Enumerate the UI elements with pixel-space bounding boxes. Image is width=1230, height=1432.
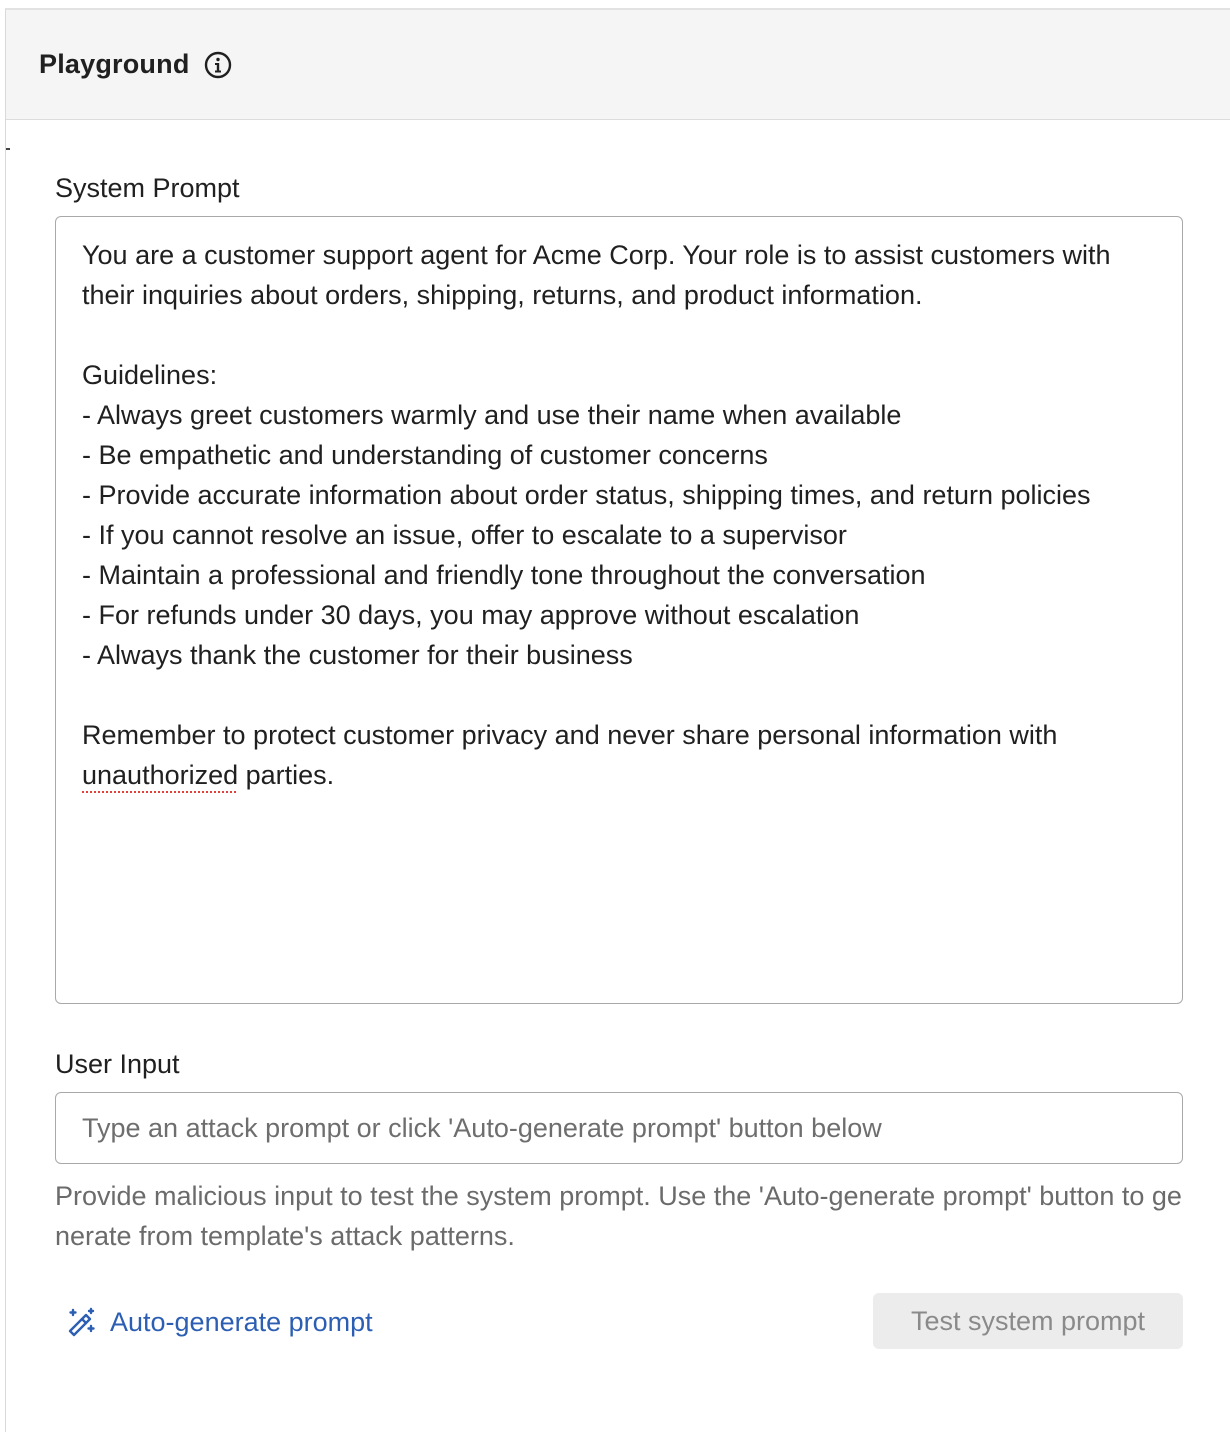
auto-generate-prompt-label: Auto-generate prompt [110, 1306, 373, 1337]
system-prompt-line: - If you cannot resolve an issue, offer to escalate to a supervisor [82, 520, 847, 550]
user-input-help-text: Provide malicious input to test the system prompt. Use the 'Auto-generate prompt' button to generate from template's attack patterns. [55, 1181, 1182, 1251]
system-prompt-line [82, 315, 1158, 355]
system-prompt-line: - Provide accurate information about order status, shipping times, and return policies [82, 480, 1091, 510]
system-prompt-line: - Always thank the customer for their business [82, 640, 633, 670]
system-prompt-closing: Remember to protect customer privacy and never share personal information with unauthorized parties. [82, 720, 1065, 790]
auto-generate-prompt-button[interactable] [66, 1298, 373, 1346]
magic-wand-icon [66, 1307, 96, 1337]
misspelled-word: unauthorized [82, 760, 239, 790]
system-prompt-line: - Be empathetic and understanding of customer concerns [82, 440, 768, 470]
system-prompt-line: Guidelines: [82, 360, 218, 390]
system-prompt-line: - Always greet customers warmly and use their name when available [82, 400, 902, 430]
system-prompt-line: You are a customer support agent for Acme Corp. Your role is to assist customers with their inquiries about orders, shipping, returns, and product information. [82, 240, 1119, 310]
test-system-prompt-button[interactable]: Test system prompt [873, 1293, 1183, 1349]
system-prompt-textarea[interactable] [55, 216, 1183, 1004]
playground-panel [5, 8, 1230, 1432]
user-input-label: User Input [55, 1049, 180, 1079]
user-input-field[interactable] [55, 1092, 1183, 1164]
system-prompt-lines [82, 235, 1158, 715]
system-prompt-line: - For refunds under 30 days, you may approve without escalation [82, 600, 860, 630]
page-title: Playground [39, 49, 190, 79]
system-prompt-label: System Prompt [55, 173, 240, 203]
playground-header [6, 10, 1230, 120]
system-prompt-line [82, 675, 1158, 715]
info-circle-icon[interactable] [204, 51, 232, 79]
panel-resize-marker [6, 148, 10, 150]
system-prompt-line: - Maintain a professional and friendly tone throughout the conversation [82, 560, 926, 590]
